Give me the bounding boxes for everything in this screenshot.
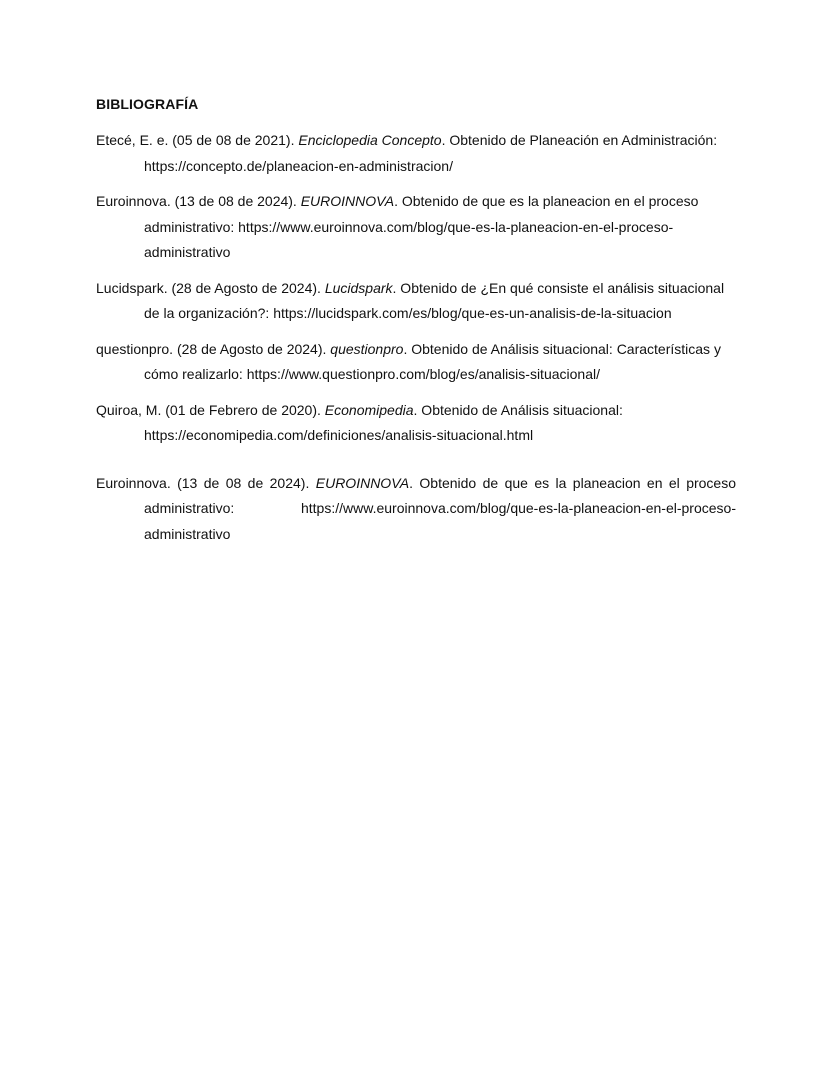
entry-author-date: Euroinnova. (13 de 08 de 2024). <box>96 193 301 209</box>
bibliography-entry <box>96 398 736 449</box>
entry-author-date: questionpro. (28 de Agosto de 2024). <box>96 340 331 357</box>
bibliography-entry <box>96 128 736 179</box>
bibliography-entry <box>96 189 736 266</box>
entry-source-title: Enciclopedia Concepto <box>298 132 442 148</box>
entry-source-title: Lucidspark <box>324 279 393 296</box>
entry-source-title: EUROINNOVA <box>315 474 410 491</box>
entry-source-title: questionpro <box>330 340 404 357</box>
bibliography-entry <box>96 276 736 327</box>
entry-details: . Obtenido de que es la planeacion en el proceso administrativo: https://www.euroinnova.com/blog/que-es-la-planeacion-en-el-proceso-administrativo <box>144 193 699 260</box>
entry-author-date: Lucidspark. (28 de Agosto de 2024). <box>96 279 325 296</box>
entry-author-date: Euroinnova. (13 de 08 de 2024). <box>96 474 316 491</box>
entry-author-date: Quiroa, M. (01 de Febrero de 2020). <box>96 401 325 418</box>
entry-details: . Obtenido de Planeación en Administración: https://concepto.de/planeacion-en-administracion/ <box>144 132 718 174</box>
entry-details: . Obtenido de ¿En qué consiste el análisis situacional de la organización?: https://lucidspark.com/es/blog/que-es-un-analisis-de-la-situacion <box>144 279 725 321</box>
entry-author-date: Etecé, E. e. (05 de 08 de 2021). <box>96 132 299 148</box>
bibliography-entry <box>96 471 736 548</box>
bibliography-entry <box>96 337 736 388</box>
entry-source-title: Economipedia <box>324 401 414 418</box>
entry-details: . Obtenido de que es la planeacion en el proceso administrativo: https://www.euroinnova.com/blog/que-es-la-planeacion-en-el-proceso-administrativo <box>144 474 736 542</box>
entry-details: . Obtenido de Análisis situacional: Características y cómo realizarlo: https://www.questionpro.com/blog/es/analisis-situacional/ <box>144 340 721 382</box>
entry-source-title: EUROINNOVA <box>300 193 395 209</box>
bibliography-heading: BIBLIOGRAFÍA <box>96 96 199 112</box>
entry-details: . Obtenido de Análisis situacional: https://economipedia.com/definiciones/analisis-situacional.html <box>144 401 623 443</box>
